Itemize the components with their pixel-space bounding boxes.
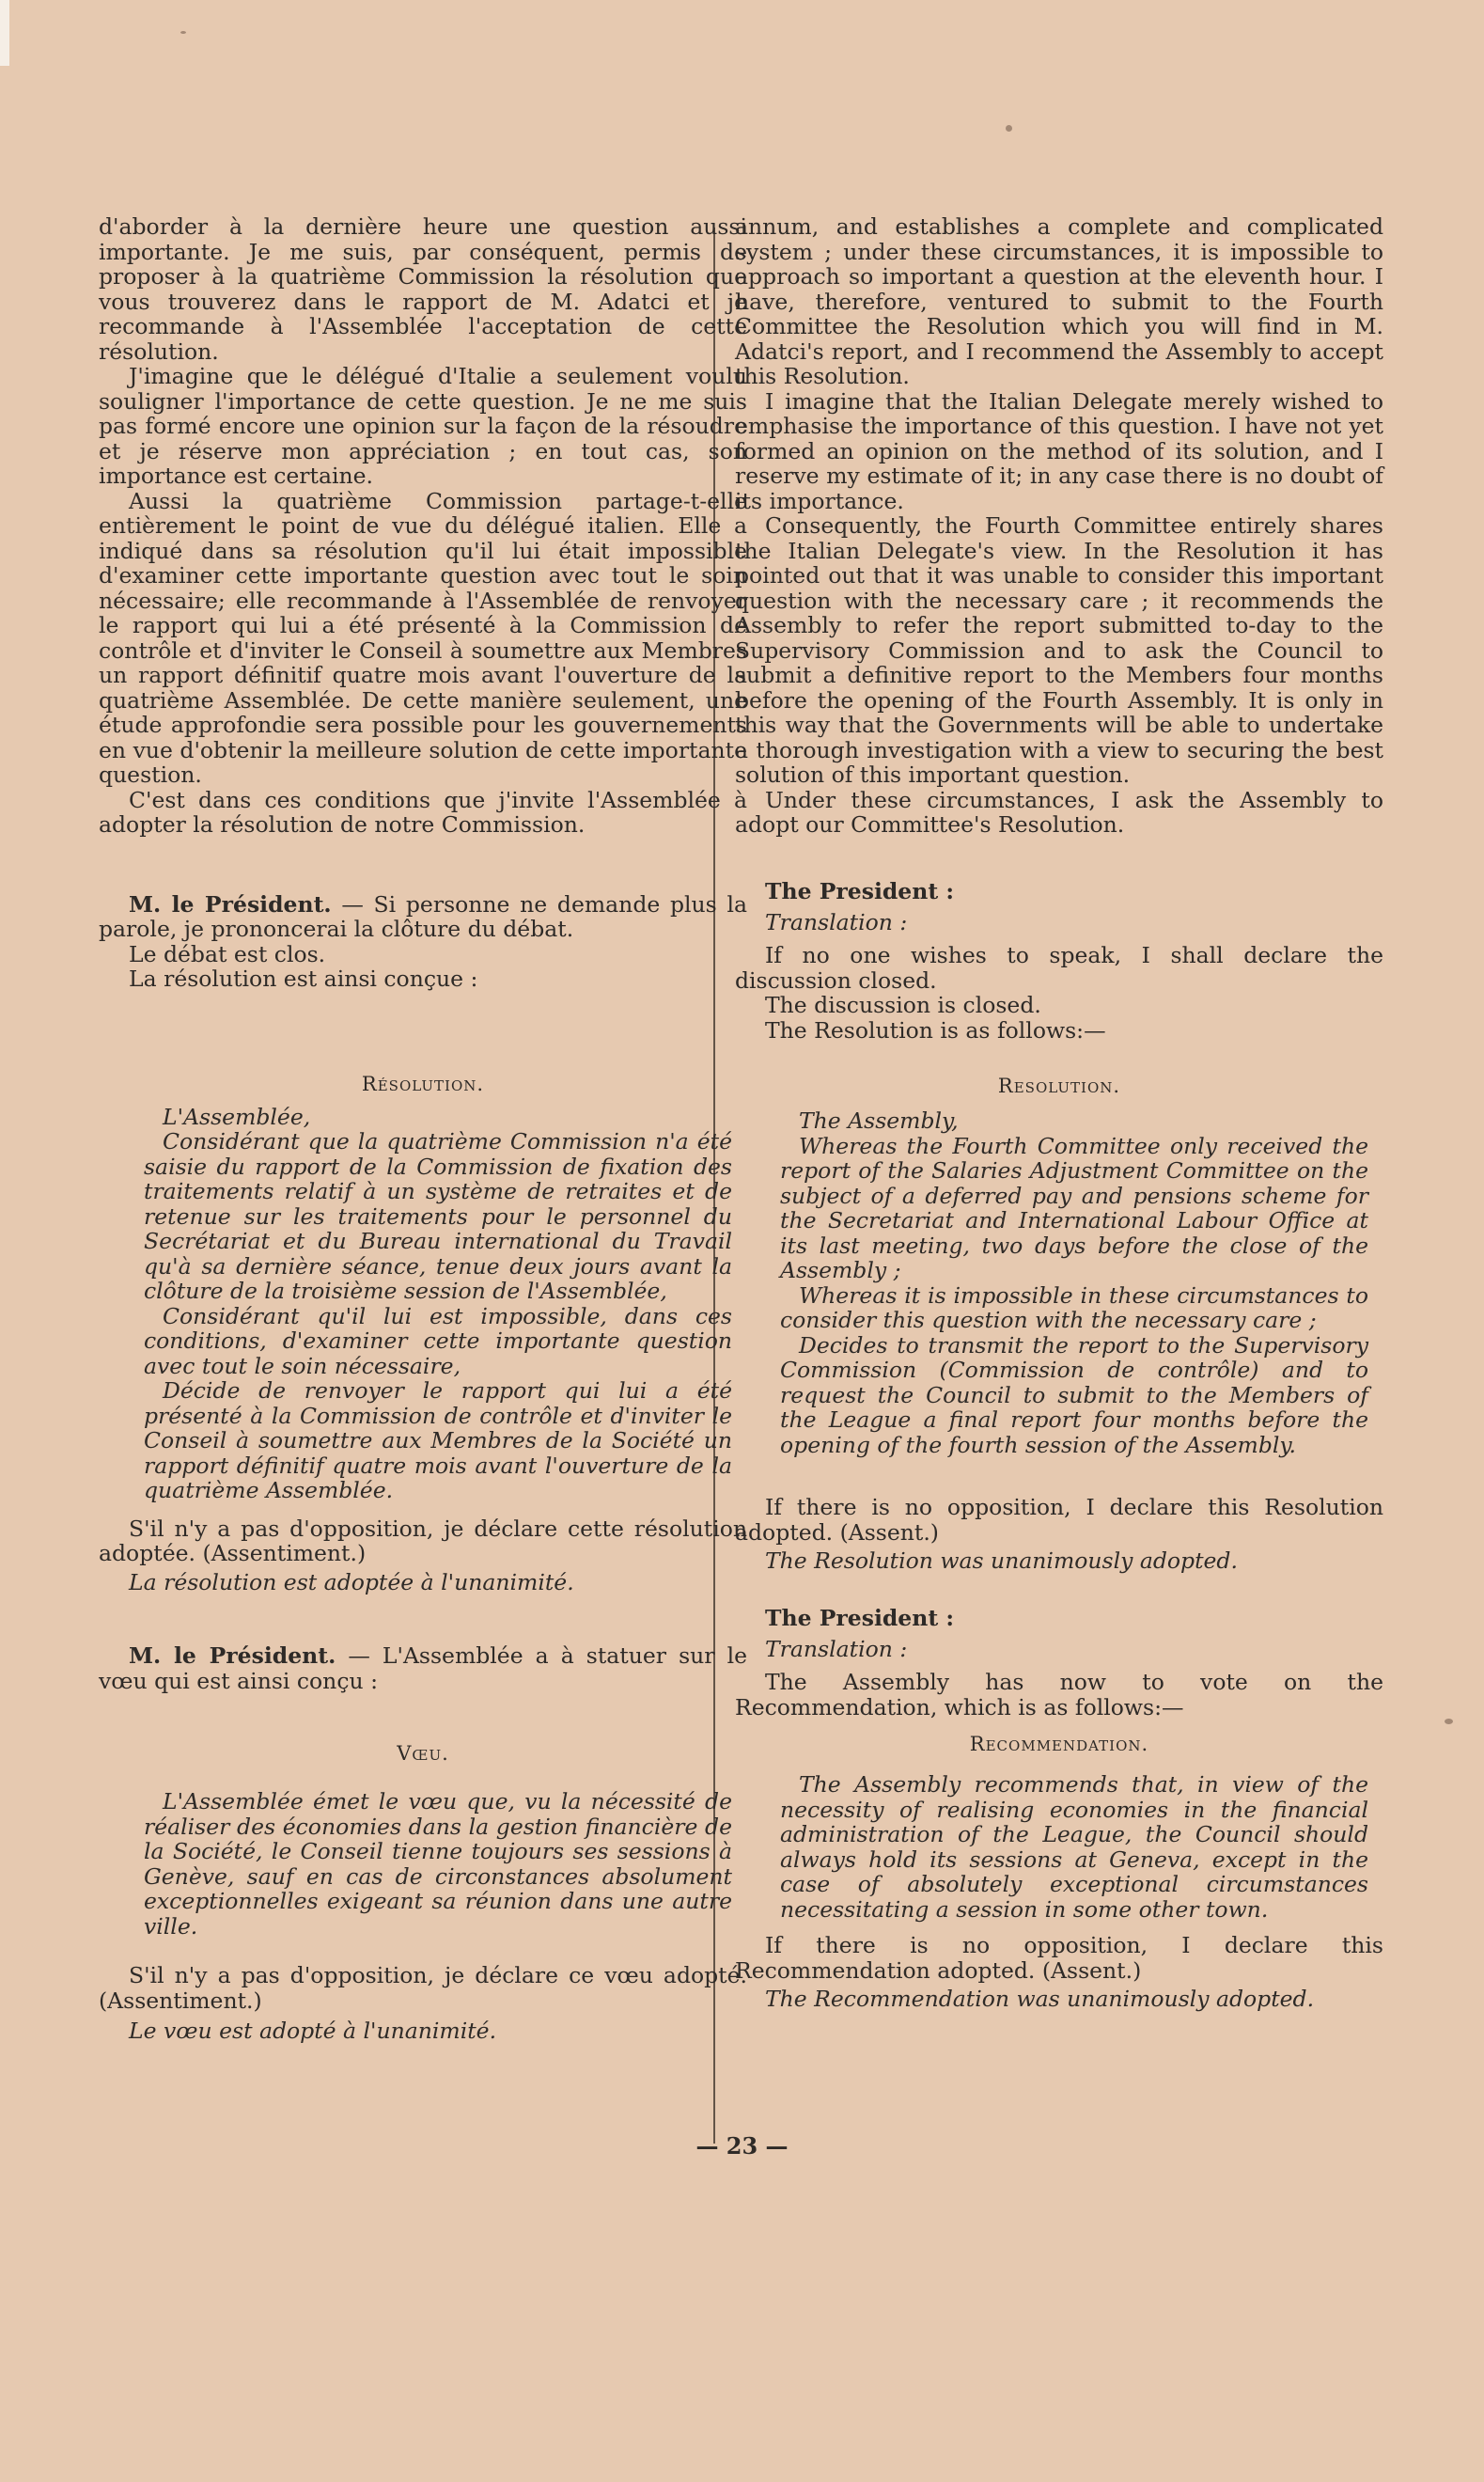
resolution-clause: Whereas it is impossible in these circumstances to consider this question with the necessary care ; xyxy=(780,1281,1368,1333)
president-speech xyxy=(99,892,747,942)
resolution-clause: Considérant qu'il lui est impossible, dans ces conditions, d'examiner cette importante question avec tout le soin nécessaire, xyxy=(144,1302,732,1379)
resolution-clause: L'Assemblée, xyxy=(163,1103,311,1130)
adoption-result: The Resolution was unanimously adopted. xyxy=(765,1547,1238,1574)
resolution-clause: Considérant que la quatrième Commission n'a été saisie du rapport de la Commission de fixation des traitements relatif à un système de retraites et de retenue sur les traitements pour le personnel du Secrétariat et du Bureau international du Travail qu'à sa dernière séance, tenue deux jours avant la clôture de la troisième session de l'Assemblée, xyxy=(144,1128,732,1304)
speaker-name: The President : xyxy=(765,877,955,904)
page-number: — 23 — xyxy=(695,2132,789,2160)
resolution-clause: The Assembly, xyxy=(799,1107,959,1134)
paragraph: Under these circumstances, I ask the Assembly to adopt our Committee's Resolution. xyxy=(735,786,1383,838)
adoption-statement: If there is no opposition, I declare this Resolution adopted. (Assent.) xyxy=(735,1494,1383,1546)
speech-line: The discussion is closed. xyxy=(765,992,1041,1018)
ink-spot xyxy=(180,31,186,34)
paragraph: Aussi la quatrième Commission partage-t-elle entièrement le point de vue du délégué italien. Elle a indiqué dans sa résolution qu'il lui était impossible d'examiner cette importante question avec tout le soin nécessaire; elle recommande à l'Assemblée de renvoyer le rapport qui lui a été présenté à la Commission de contrôle et d'inviter le Conseil à soumettre aux Membres un rapport définitif quatre mois avant l'ouverture de la quatrième Assemblée. De cette manière seulement, une étude approfondie sera possible pour les gouvernements en vue d'obtenir la meilleure solution de cette importante question. xyxy=(99,487,747,788)
speech-text: — Si personne ne demande plus la parole, je prononcerai la clôture du débat. xyxy=(99,890,747,942)
paragraph: I imagine that the Italian Delegate merely wished to emphasise the importance of this question. I have not yet formed an opinion on the method of its solution, and I reserve my estimate of it; in any case there is no doubt of its importance. xyxy=(735,387,1383,514)
resolution-clause: Decides to transmit the report to the Supervisory Commission (Commission de contrôle) and to request the Council to submit to the Members of the League a final report four months before the opening of the fourth session of the Assembly. xyxy=(780,1331,1368,1458)
page-edge-tear xyxy=(0,0,9,66)
president-speech xyxy=(99,1643,747,1693)
paragraph: J'imagine que le délégué d'Italie a seulement voulu souligner l'importance de cette question. Je ne me suis pas formé encore une opinion sur la façon de la résoudre et je réserve mon appréciation ; en tout cas, son importance est certaine. xyxy=(99,363,747,489)
resolution-text xyxy=(735,1108,1383,1457)
voeu-clause: L'Assemblée émet le vœu que, vu la nécessité de réaliser des économies dans la gestion financière de la Société, le Conseil tienne toujours ses sessions à Genève, sauf en cas de circonstances absolument exceptionnelles exigeant sa réunion dans une autre ville. xyxy=(144,1788,732,1940)
resolution-heading: Resolution. xyxy=(997,1075,1121,1097)
speaker-name: M. le Président. xyxy=(129,890,332,918)
recommendation-clause: The Assembly recommends that, in view of the necessity of realising economies in the financial administration of the League, the Council should always hold its sessions at Geneva, except in the case of absolutely exceptional circumstances necessitating a session in some other town. xyxy=(780,1771,1368,1923)
english-column xyxy=(735,214,1383,2012)
voeu-heading: Vœu. xyxy=(397,1742,449,1765)
speech-line: The Resolution is as follows:— xyxy=(765,1016,1106,1044)
resolution-heading: Résolution. xyxy=(361,1072,485,1095)
recommendation-heading: Recommendation. xyxy=(969,1733,1149,1755)
paragraph: C'est dans ces conditions que j'invite l'Assemblée à adopter la résolution de notre Commission. xyxy=(99,786,747,838)
adoption-statement: S'il n'y a pas d'opposition, je déclare cette résolution adoptée. (Assentiment.) xyxy=(99,1515,747,1566)
speaker-name: M. le Président. xyxy=(129,1642,336,1669)
speaker-name: The President : xyxy=(765,1604,955,1631)
resolution-clause: Whereas the Fourth Committee only received the report of the Salaries Adjustment Committee on the subject of a deferred pay and pensions scheme for the Secretariat and International Labour Office at its last meeting, two days before the close of the Assembly ; xyxy=(780,1132,1368,1283)
adoption-statement: S'il n'y a pas d'opposition, je déclare ce vœu adopté. (Assentiment.) xyxy=(99,1962,747,2014)
adoption-result: Le vœu est adopté à l'unanimité. xyxy=(129,2018,497,2044)
paragraph: annum, and establishes a complete and complicated system ; under these circumstances, it is impossible to approach so important a question at the eleventh hour. I have, therefore, ventured to submit to the Fourth Committee the Resolution which you will find in M. Adatci's report, and I recommend the Assembly to accept this Resolution. xyxy=(735,213,1383,389)
ink-spot xyxy=(1006,125,1012,132)
adoption-result: La résolution est adoptée à l'unanimité. xyxy=(129,1568,574,1595)
french-column xyxy=(99,214,747,2044)
speech-text: If no one wishes to speak, I shall declare the discussion closed. xyxy=(735,942,1383,994)
paragraph: d'aborder à la dernière heure une question aussi importante. Je me suis, par conséquent, permis de proposer à la quatrième Commission la résolution que vous trouverez dans le rapport de M. Adatci et je recommande à l'Assemblée l'acceptation de cette résolution. xyxy=(99,213,747,365)
speech-line: Le débat est clos. xyxy=(129,940,326,967)
speech-text: — L'Assemblée a à statuer sur le vœu qui est ainsi conçu : xyxy=(99,1642,747,1694)
resolution-clause: Décide de renvoyer le rapport qui lui a été présenté à la Commission de contrôle et d'inviter le Conseil à soumettre aux Membres de la Société un rapport définitif quatre mois avant l'ouverture de la quatrième Assemblée. xyxy=(144,1377,732,1503)
adoption-statement: If there is no opposition, I declare this Recommendation adopted. (Assent.) xyxy=(735,1932,1383,1984)
resolution-text xyxy=(99,1105,747,1503)
speech-text: The Assembly has now to vote on the Recommendation, which is as follows:— xyxy=(735,1669,1383,1720)
speech-line: La résolution est ainsi conçue : xyxy=(129,966,478,992)
paragraph: Consequently, the Fourth Committee entirely shares the Italian Delegate's view. In the Resolution it has pointed out that it was unable to consider this important question with the necessary care ; it recommends the Assembly to refer the report submitted to-day to the Supervisory Commission and to ask the Council to submit a definitive report to the Members four months before the opening of the Fourth Assembly. It is only in this way that the Governments will be able to undertake a thorough investigation with a view to securing the best solution of this important question. xyxy=(735,512,1383,788)
translation-label: Translation : xyxy=(765,1636,908,1662)
ink-spot xyxy=(1445,1719,1453,1724)
voeu-text xyxy=(99,1789,747,1939)
translation-label: Translation : xyxy=(765,909,908,935)
recommendation-text xyxy=(735,1772,1383,1922)
adoption-result: The Recommendation was unanimously adopted. xyxy=(765,1986,1315,2012)
